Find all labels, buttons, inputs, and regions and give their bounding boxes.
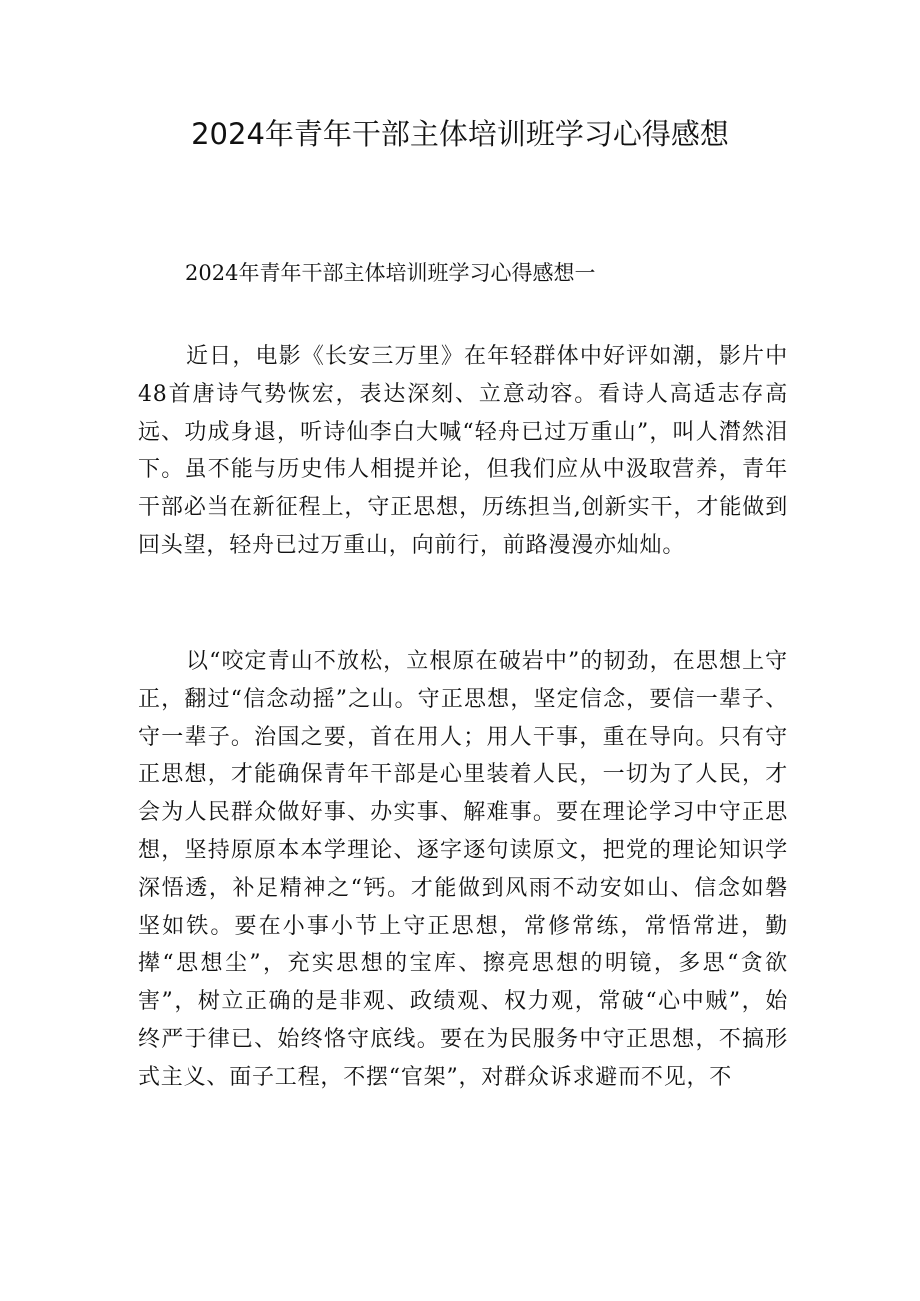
body-paragraph-1: 近日，电影《长安三万里》在年轻群体中好评如潮，影片中48首唐诗气势恢宏，表达深刻、立意动容。看诗人高适志存高远、功成身退，听诗仙李白大喊“轻舟已过万重山”，叫人潸然泪下。虽不能与历史伟人相提并论，但我们应从中汲取营养，青年干部必当在新征程上，守正思想，历练担当,创新实干，才能做到回头望，轻舟已过万重山，向前行，前路漫漫亦灿灿。: [138, 344, 788, 558]
body-paragraph-2: 以“咬定青山不放松，立根原在破岩中”的韧劲，在思想上守正，翻过“信念动摇”之山。守正思想，坚定信念，要信一辈子、守一辈子。治国之要，首在用人；用人干事，重在导向。只有守正思想，才能确保青年干部是心里装着人民，一切为了人民，才会为人民群众做好事、办实事、解难事。要在理论学习中守正思想，坚持原原本本学理论、逐字逐句读原文，把党的理论知识学深悟透，补足精神之“钙。才能做到风雨不动安如山、信念如磐坚如铁。要在小事小节上守正思想，常修常练，常悟常进，勤撵“思想尘”，充实思想的宝库、擦亮思想的明镜，多思“贪欲害”，树立正确的是非观、政绩观、权力观，常破“心中贼”，始终严于律已、始终恪守底线。要在为民服务中守正思想，不搞形式主义、面子工程，不摆“官架”，对群众诉求避而不见，不: [138, 649, 788, 1090]
document-title: 2024年青年干部主体培训班学习心得感想: [191, 117, 729, 151]
section-subtitle: 2024年青年干部主体培训班学习心得感想一: [185, 261, 596, 285]
